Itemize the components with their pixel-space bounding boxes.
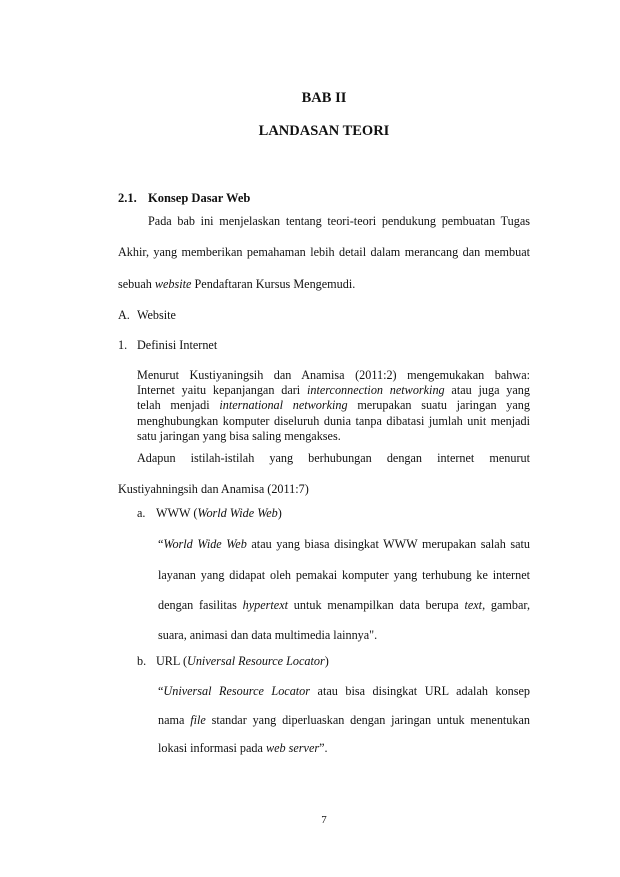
term-a-line-4: suara, animasi dan data multimedia lainnya". [158, 628, 378, 642]
section-heading [118, 191, 250, 206]
section-title: Konsep Dasar Web [148, 191, 251, 205]
list-label: 1. [118, 338, 128, 352]
list-item-1 [118, 338, 217, 353]
list-label: b. [137, 654, 147, 668]
intro-line-1: Pada bab ini menjelaskan tentang teori-teori pendukung pembuatan Tugas [148, 214, 530, 228]
term-b-heading: b. URL (Universal Resource Locator) [137, 654, 329, 668]
website-term: website [154, 277, 192, 291]
term-a-line-2: layanan yang didapat oleh pemakai komputer yang terhubung ke internet [158, 568, 530, 582]
quote-line: Internet yaitu kepanjangan dari interconnection networking atau juga yang [137, 383, 530, 398]
quote-line: menghubungkan komputer diseluruh dunia tanpa dibatasi jumlah unit menjadi [137, 413, 530, 428]
chapter-number: BAB II [301, 90, 347, 106]
quote-line: Menurut Kustiyaningsih dan Anamisa (2011:2) mengemukakan bahwa: [137, 368, 530, 382]
terms-intro-line-1: Adapun istilah-istilah yang berhubungan dengan internet menurut [137, 451, 530, 465]
quote-line: telah menjadi international networking merupakan suatu jaringan yang [137, 398, 530, 413]
chapter-title: LANDASAN TEORI [258, 123, 390, 139]
section-number: 2.1. [118, 191, 137, 205]
intro-line-3: sebuah website Pendaftaran Kursus Mengemudi. [118, 277, 356, 291]
list-label: a. [137, 506, 146, 520]
term-a-heading: a. WWW (World Wide Web) [137, 506, 282, 520]
block-quote [137, 368, 530, 444]
term-a-line-3: dengan fasilitas hypertext untuk menampilkan data berupa text, gambar, [158, 598, 530, 612]
terms-intro-line-2: Kustiyahningsih dan Anamisa (2011:7) [118, 482, 309, 496]
list-label: A. [118, 308, 130, 322]
list-item-a [118, 308, 176, 323]
list-text: Website [137, 308, 176, 322]
term-b-line-2: nama file standar yang diperluaskan dengan jaringan untuk menentukan [158, 713, 530, 727]
intro-line-2: Akhir, yang memberikan pemahaman lebih detail dalam merancang dan membuat [118, 245, 530, 259]
quote-line: satu jaringan yang bisa saling mengakses. [137, 428, 341, 443]
page-number: 7 [321, 814, 327, 826]
list-text: Definisi Internet [137, 338, 218, 352]
term-b-line-3: lokasi informasi pada web server”. [158, 741, 328, 755]
term-a-line-1: “World Wide Web atau yang biasa disingkat WWW merupakan salah satu [158, 537, 530, 551]
term-b-line-1: “Universal Resource Locator atau bisa disingkat URL adalah konsep [158, 684, 530, 698]
